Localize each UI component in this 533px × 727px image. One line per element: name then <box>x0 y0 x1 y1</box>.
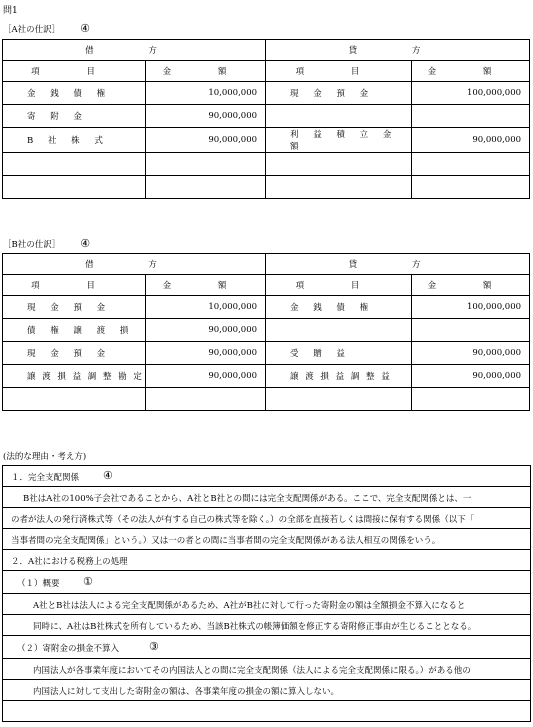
a-credit-amount: 100,000,000 <box>412 82 530 105</box>
reason-heading-2: ２．A社における税務上の処理 <box>3 550 530 571</box>
a-debit-amount: 90,000,000 <box>146 105 266 128</box>
a-item-header-debit: 項 目 <box>3 61 146 82</box>
a-debit-amount: 10,000,000 <box>146 82 266 105</box>
reason-line: 内国法人に対して支出した寄附金の額は、各事業年度の損金の額に算入しない。 <box>3 680 530 701</box>
a-credit-amount <box>412 105 530 128</box>
reason-line: の者が法人の発行済株式等（その法人が有する自己の株式等を除く。）の全部を直接若しくは間接に保有する関係（以下「 <box>3 508 530 529</box>
a-row <box>3 153 530 176</box>
a-journal-table <box>2 39 530 199</box>
b-credit-item: 譲 渡 損 益 調 整 益 <box>266 365 412 388</box>
b-section-label <box>3 237 90 250</box>
b-debit-item <box>3 388 146 411</box>
b-row <box>3 342 530 365</box>
b-credit-amount <box>412 388 530 411</box>
reason-line: 当事者間の完全支配関係」という。）又は一の者との間に当事者間の完全支配関係がある法人相互の関係をいう。 <box>3 529 530 550</box>
a-row <box>3 176 530 199</box>
b-credit-item <box>266 388 412 411</box>
a-debit-item: 金 銭 債 権 <box>3 82 146 105</box>
a-credit-amount: 90,000,000 <box>412 128 530 153</box>
a-debit-item: 寄 附 金 <box>3 105 146 128</box>
b-debit-item: 現 金 預 金 <box>3 296 146 319</box>
a-amount-header-debit: 金 額 <box>146 61 266 82</box>
b-row <box>3 365 530 388</box>
a-row <box>3 128 530 153</box>
reason-heading-1: １．完全支配関係 ④ <box>3 466 530 487</box>
b-debit-item: 譲 渡 損 益 調 整 勘 定 <box>3 365 146 388</box>
a-row <box>3 105 530 128</box>
b-credit-item: 金 銭 債 権 <box>266 296 412 319</box>
a-label-text: ［A社の仕訳］ <box>3 25 61 35</box>
reason-heading-2-1: （１）概要 ① <box>3 571 530 594</box>
a-credit-item: 現 金 預 金 <box>266 82 412 105</box>
b-credit-item <box>266 319 412 342</box>
b-row <box>3 296 530 319</box>
a-credit-item <box>266 153 412 176</box>
reason-heading-2-2: （２）寄附金の損金不算入 ③ <box>3 636 530 659</box>
reason-empty-line <box>3 701 530 720</box>
a-credit-item <box>266 105 412 128</box>
reason-label: (法的な理由・考え方) <box>3 452 87 462</box>
b-credit-amount: 100,000,000 <box>412 296 530 319</box>
b-row <box>3 319 530 342</box>
reason-box <box>2 465 531 722</box>
a-credit-amount <box>412 153 530 176</box>
reason-line: B社はA社の100%子会社であることから、A社とB社との間には完全支配関係がある。ここで、完全支配関係とは、一 <box>3 487 530 508</box>
a-score-mark: ④ <box>80 22 91 35</box>
b-score-mark: ④ <box>80 237 91 250</box>
a-debit-item <box>3 176 146 199</box>
b-debit-header: 借 方 <box>3 254 266 275</box>
reason-line: A社とB社は法人による完全支配関係があるため、A社がB社に対して行った寄附金の額は全額損金不算入になると <box>3 594 530 615</box>
b-credit-item: 受 贈 益 <box>266 342 412 365</box>
b-label-text: ［B社の仕訳］ <box>3 240 61 250</box>
a-debit-header: 借 方 <box>3 40 266 61</box>
b-debit-amount <box>146 388 266 411</box>
a-credit-amount <box>412 176 530 199</box>
reason-line: 同時に、A社はB社株式を所有しているため、当該B社株式の帳簿価額を修正する寄附修正事由が生じることとなる。 <box>3 615 530 636</box>
a-item-header-credit: 項 目 <box>266 61 412 82</box>
b-credit-header: 貸 方 <box>266 254 530 275</box>
a-debit-item: B 社 株 式 <box>3 128 146 153</box>
b-debit-amount: 90,000,000 <box>146 319 266 342</box>
b-item-header-credit: 項 目 <box>266 275 412 296</box>
b-credit-amount: 90,000,000 <box>412 342 530 365</box>
a-debit-amount: 90,000,000 <box>146 128 266 153</box>
a-credit-item <box>266 176 412 199</box>
a-debit-item <box>3 153 146 176</box>
b-amount-header-credit: 金 額 <box>412 275 530 296</box>
a-row <box>3 82 530 105</box>
b-item-header-debit: 項 目 <box>3 275 146 296</box>
h1-score-mark: ④ <box>103 469 113 482</box>
b-debit-amount: 90,000,000 <box>146 365 266 388</box>
b-debit-item: 現 金 預 金 <box>3 342 146 365</box>
h2-1-score-mark: ① <box>83 575 93 588</box>
a-debit-amount <box>146 153 266 176</box>
b-debit-amount: 90,000,000 <box>146 342 266 365</box>
b-credit-amount <box>412 319 530 342</box>
reason-line: 内国法人が各事業年度においてその内国法人との間に完全支配関係（法人による完全支配関係に限る。）がある他の <box>3 659 530 680</box>
b-amount-header-debit: 金 額 <box>146 275 266 296</box>
b-debit-item: 債 権 譲 渡 損 <box>3 319 146 342</box>
a-amount-header-credit: 金 額 <box>412 61 530 82</box>
question-title: 問1 <box>3 6 18 16</box>
a-credit-header: 貸 方 <box>266 40 530 61</box>
b-debit-amount: 10,000,000 <box>146 296 266 319</box>
h2-2-score-mark: ③ <box>149 640 159 653</box>
a-debit-amount <box>146 176 266 199</box>
b-row <box>3 388 530 411</box>
a-section-label <box>3 22 90 35</box>
a-credit-item: 利 益 積 立 金 額 <box>266 128 412 153</box>
b-credit-amount: 90,000,000 <box>412 365 530 388</box>
b-journal-table <box>2 253 530 411</box>
